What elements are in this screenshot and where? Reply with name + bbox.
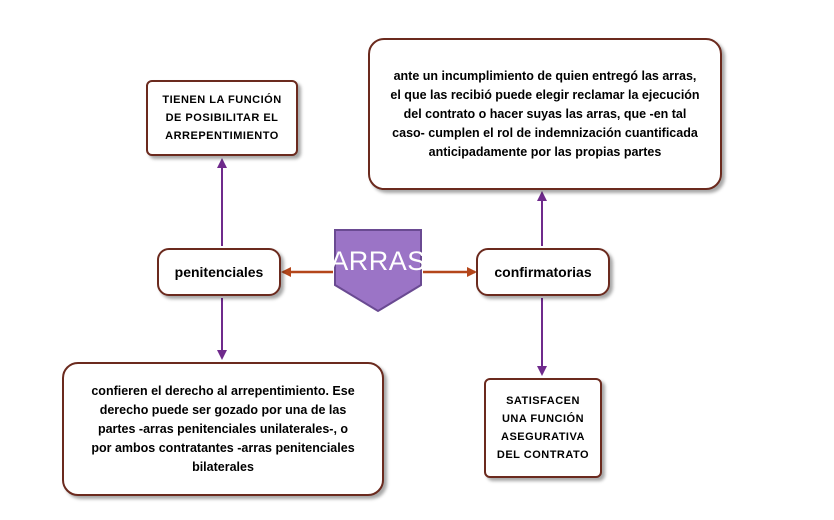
satisfacen-box: [484, 378, 602, 478]
ante-line: del contrato o hacer suyas las arras, que -en tal: [403, 106, 687, 121]
satisfacen-line: UNA FUNCIÓN: [501, 413, 585, 425]
confieren-box: [62, 362, 384, 496]
satisfacen-line: DEL CONTRATO: [496, 449, 590, 461]
confieren-line: por ambos contratantes -arras penitenciales: [91, 440, 355, 455]
confieren-line: partes -arras penitenciales unilaterales-, o: [97, 421, 349, 436]
tienen-line: DE POSIBILITAR EL: [165, 112, 279, 124]
penitenciales-box: [157, 248, 281, 296]
confirmatorias-label: confirmatorias: [494, 264, 592, 280]
tienen-line: ARREPENTIMIENTO: [165, 130, 279, 142]
satisfacen-line: ASEGURATIVA: [501, 431, 585, 443]
tienen-box: [146, 80, 298, 156]
ante-line: ante un incumplimiento de quien entregó las arras,: [393, 68, 697, 83]
ante-line: caso- cumplen el rol de indemnización cuantificada: [392, 125, 698, 140]
satisfacen-line: SATISFACEN: [506, 395, 580, 407]
confieren-line: bilaterales: [192, 459, 254, 474]
ante-line: el que las recibió puede elegir reclamar la ejecución: [390, 87, 700, 102]
ante-box: [368, 38, 722, 190]
confirmatorias-box: [476, 248, 610, 296]
ante-line: anticipadamente por las propias partes: [428, 144, 662, 159]
arras-label: ARRAS: [330, 245, 426, 276]
confieren-line: confieren el derecho al arrepentimiento. Ese: [91, 383, 355, 398]
confieren-line: derecho puede ser gozado por una de las: [99, 402, 347, 417]
tienen-line: TIENEN LA FUNCIÓN: [162, 94, 282, 106]
penitenciales-label: penitenciales: [174, 264, 264, 280]
